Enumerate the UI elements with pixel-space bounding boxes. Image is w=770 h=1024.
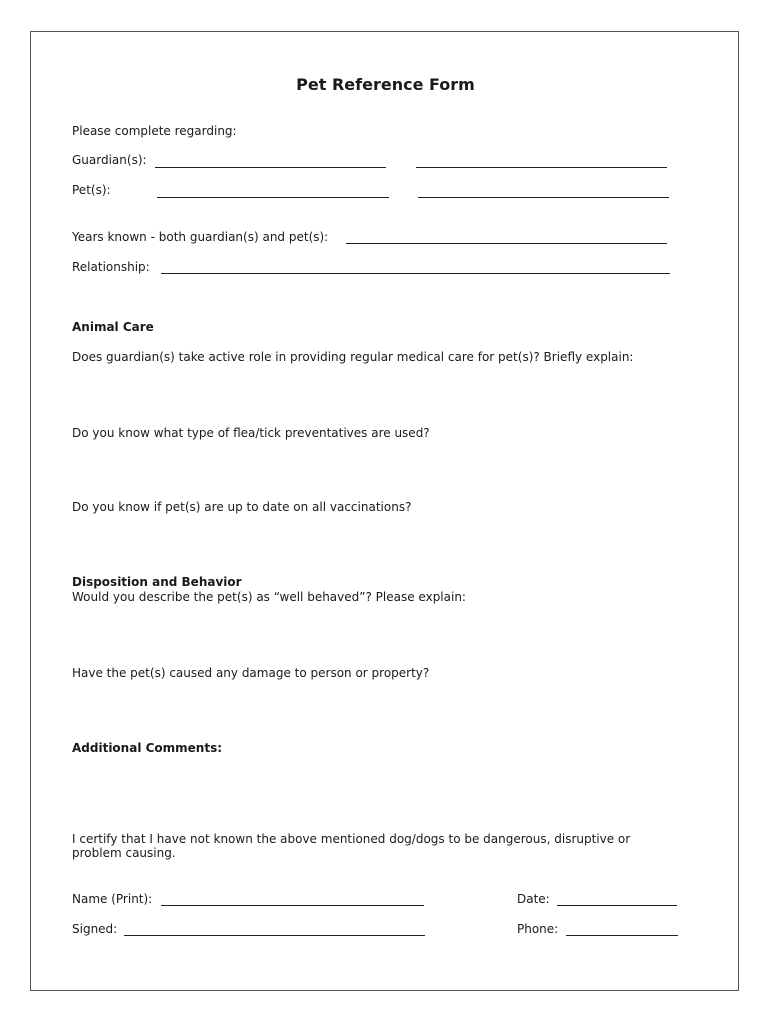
well-behaved-question: Would you describe the pet(s) as “well behaved”? Please explain: bbox=[72, 590, 466, 604]
name-print-field[interactable] bbox=[161, 905, 424, 906]
certification-text: I certify that I have not known the above mentioned dog/dogs to be dangerous, disruptive or problem causing. bbox=[72, 832, 631, 860]
additional-comments-heading: Additional Comments: bbox=[72, 741, 223, 755]
years-known-field[interactable] bbox=[346, 243, 667, 244]
phone-label: Phone: bbox=[517, 922, 559, 936]
relationship-field[interactable] bbox=[161, 273, 670, 274]
guardians-label: Guardian(s): bbox=[72, 153, 147, 167]
signed-field[interactable] bbox=[124, 935, 425, 936]
intro-text: Please complete regarding: bbox=[72, 124, 237, 138]
date-label: Date: bbox=[517, 892, 550, 906]
flea-tick-question: Do you know what type of flea/tick preventatives are used? bbox=[72, 426, 430, 440]
guardian-1-field[interactable] bbox=[155, 167, 386, 168]
years-known-label: Years known - both guardian(s) and pet(s): bbox=[72, 230, 329, 244]
pet-1-field[interactable] bbox=[157, 197, 389, 198]
form-title: Pet Reference Form bbox=[296, 75, 475, 94]
disposition-heading: Disposition and Behavior bbox=[72, 575, 242, 589]
relationship-label: Relationship: bbox=[72, 260, 150, 274]
guardian-2-field[interactable] bbox=[416, 167, 667, 168]
medical-care-question: Does guardian(s) take active role in providing regular medical care for pet(s)? Briefly explain: bbox=[72, 350, 634, 364]
name-print-label: Name (Print): bbox=[72, 892, 153, 906]
pets-label: Pet(s): bbox=[72, 183, 111, 197]
phone-field[interactable] bbox=[566, 935, 678, 936]
vaccinations-question: Do you know if pet(s) are up to date on all vaccinations? bbox=[72, 500, 412, 514]
signed-label: Signed: bbox=[72, 922, 118, 936]
date-field[interactable] bbox=[557, 905, 677, 906]
animal-care-heading: Animal Care bbox=[72, 320, 154, 334]
damage-question: Have the pet(s) caused any damage to person or property? bbox=[72, 666, 430, 680]
form-page bbox=[30, 31, 739, 991]
pet-2-field[interactable] bbox=[418, 197, 669, 198]
